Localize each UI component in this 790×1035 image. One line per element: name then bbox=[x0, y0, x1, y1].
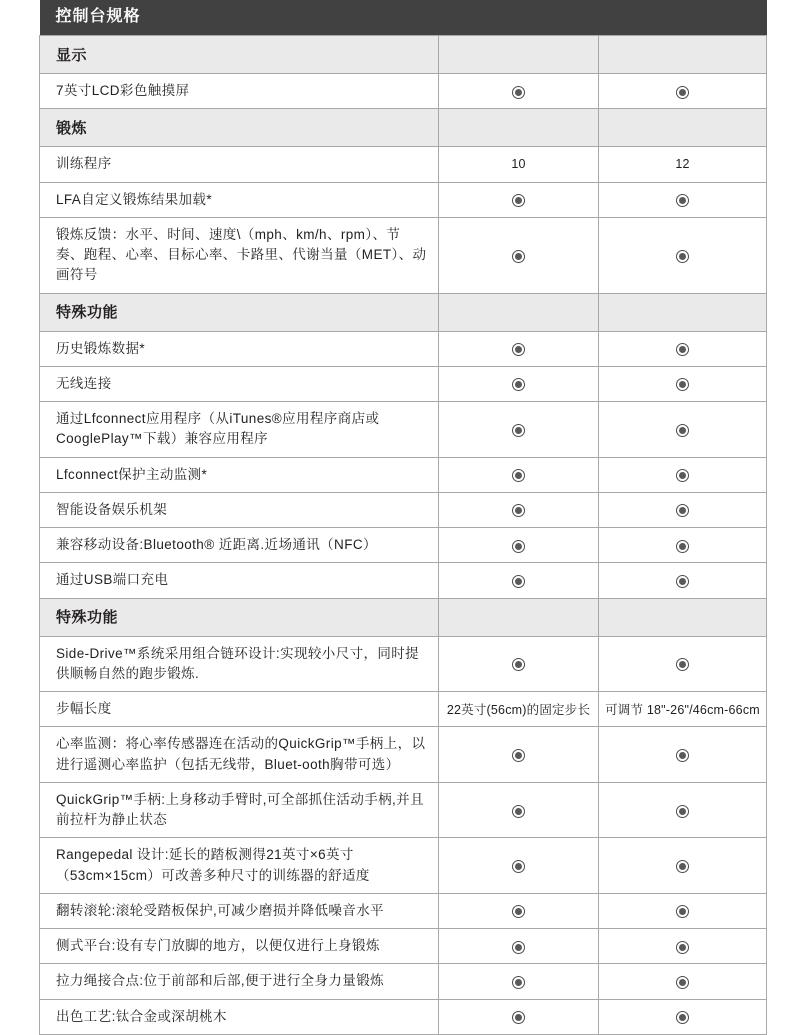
value-cell-col1 bbox=[439, 182, 599, 217]
feature-label: Rangepedal 设计:延长的踏板测得21英寸×6英寸（53cm×15cm）可改善多种尺寸的训练器的舒适度 bbox=[40, 838, 439, 894]
section-cell-col1 bbox=[439, 109, 599, 147]
feature-label: 心率监测：将心率传感器连在活动的QuickGrip™手柄上，以进行遥测心率监护（包括无线带，Bluet-ooth胸带可选） bbox=[40, 727, 439, 783]
value-cell-col2: 可调节 18"-26"/46cm-66cm bbox=[599, 692, 767, 727]
filled-dot-icon bbox=[676, 941, 689, 954]
feature-label: 通过Lfconnect应用程序（从iTunes®应用程序商店或CooglePlay™下载）兼容应用程序 bbox=[40, 402, 439, 458]
filled-dot-icon bbox=[512, 504, 525, 517]
value-cell-col1: 22英寸(56cm)的固定步长 bbox=[439, 692, 599, 727]
filled-dot-icon bbox=[676, 504, 689, 517]
feature-label: 步幅长度 bbox=[40, 692, 439, 727]
filled-dot-icon bbox=[512, 749, 525, 762]
section-header-row bbox=[40, 293, 767, 331]
value-cell-col1 bbox=[439, 74, 599, 109]
table-row bbox=[40, 528, 767, 563]
table-row bbox=[40, 147, 767, 182]
filled-dot-icon bbox=[512, 1011, 525, 1024]
section-header-row bbox=[40, 109, 767, 147]
feature-label: 7英寸LCD彩色触摸屏 bbox=[40, 74, 439, 109]
filled-dot-icon bbox=[512, 941, 525, 954]
feature-label: 出色工艺:钛合金或深胡桃木 bbox=[40, 999, 439, 1034]
page-title: 控制台规格 bbox=[40, 0, 767, 36]
table-row bbox=[40, 366, 767, 401]
value-cell-col1 bbox=[439, 964, 599, 999]
value-cell-col1 bbox=[439, 727, 599, 783]
filled-dot-icon bbox=[676, 805, 689, 818]
section-header-row bbox=[40, 598, 767, 636]
filled-dot-icon bbox=[676, 250, 689, 263]
table-row bbox=[40, 217, 767, 293]
table-title-row bbox=[40, 0, 767, 36]
value-cell-col2 bbox=[599, 727, 767, 783]
filled-dot-icon bbox=[676, 860, 689, 873]
section-cell-col1 bbox=[439, 36, 599, 74]
filled-dot-icon bbox=[676, 343, 689, 356]
feature-label: LFA自定义锻炼结果加载* bbox=[40, 182, 439, 217]
filled-dot-icon bbox=[676, 749, 689, 762]
section-header-row bbox=[40, 36, 767, 74]
filled-dot-icon bbox=[676, 378, 689, 391]
value-cell-col2 bbox=[599, 964, 767, 999]
filled-dot-icon bbox=[676, 1011, 689, 1024]
value-cell-col2 bbox=[599, 528, 767, 563]
filled-dot-icon bbox=[512, 86, 525, 99]
filled-dot-icon bbox=[512, 805, 525, 818]
value-cell-col2: 12 bbox=[599, 147, 767, 182]
value-cell-col1 bbox=[439, 366, 599, 401]
section-cell-col1 bbox=[439, 598, 599, 636]
filled-dot-icon bbox=[676, 424, 689, 437]
table-row bbox=[40, 893, 767, 928]
feature-label: 翻转滚轮:滚轮受踏板保护,可减少磨损并降低噪音水平 bbox=[40, 893, 439, 928]
table-row bbox=[40, 563, 767, 598]
table-row bbox=[40, 457, 767, 492]
filled-dot-icon bbox=[512, 378, 525, 391]
section-heading: 锻炼 bbox=[40, 109, 439, 147]
filled-dot-icon bbox=[676, 575, 689, 588]
value-cell-col1 bbox=[439, 999, 599, 1034]
feature-label: 智能设备娱乐机架 bbox=[40, 492, 439, 527]
table-row bbox=[40, 782, 767, 838]
value-cell-col1 bbox=[439, 838, 599, 894]
filled-dot-icon bbox=[512, 343, 525, 356]
table-row bbox=[40, 402, 767, 458]
feature-label: 拉力绳接合点:位于前部和后部,便于进行全身力量锻炼 bbox=[40, 964, 439, 999]
value-cell-col2 bbox=[599, 838, 767, 894]
console-specifications-table bbox=[39, 0, 767, 1035]
section-cell-col1 bbox=[439, 293, 599, 331]
value-cell-col1 bbox=[439, 782, 599, 838]
value-cell-col2 bbox=[599, 893, 767, 928]
table-row bbox=[40, 727, 767, 783]
feature-label: 锻炼反馈：水平、时间、速度\（mph、km/h、rpm）、节奏、跑程、心率、目标心率、卡路里、代谢当量（MET）、动画符号 bbox=[40, 217, 439, 293]
value-cell-col1 bbox=[439, 402, 599, 458]
feature-label: 兼容移动设备:Bluetooth® 近距离.近场通讯（NFC） bbox=[40, 528, 439, 563]
value-cell-col2 bbox=[599, 492, 767, 527]
value-cell-col2 bbox=[599, 999, 767, 1034]
section-heading: 显示 bbox=[40, 36, 439, 74]
value-cell-col1: 10 bbox=[439, 147, 599, 182]
filled-dot-icon bbox=[512, 194, 525, 207]
section-cell-col2 bbox=[599, 293, 767, 331]
value-cell-col2 bbox=[599, 929, 767, 964]
filled-dot-icon bbox=[676, 194, 689, 207]
table-body bbox=[40, 0, 767, 1034]
section-heading: 特殊功能 bbox=[40, 293, 439, 331]
filled-dot-icon bbox=[512, 469, 525, 482]
value-cell-col2 bbox=[599, 217, 767, 293]
feature-label: Side-Drive™系统采用组合链环设计:实现较小尺寸，同时提供顺畅自然的跑步锻炼. bbox=[40, 636, 439, 692]
feature-label: 训练程序 bbox=[40, 147, 439, 182]
feature-label: 无线连接 bbox=[40, 366, 439, 401]
value-cell-col2 bbox=[599, 457, 767, 492]
table-row bbox=[40, 838, 767, 894]
value-cell-col2 bbox=[599, 782, 767, 838]
filled-dot-icon bbox=[676, 905, 689, 918]
section-cell-col2 bbox=[599, 598, 767, 636]
value-cell-col1 bbox=[439, 893, 599, 928]
feature-label: QuickGrip™手柄:上身移动手臂时,可全部抓住活动手柄,并且前拉杆为静止状态 bbox=[40, 782, 439, 838]
value-cell-col2 bbox=[599, 402, 767, 458]
filled-dot-icon bbox=[676, 469, 689, 482]
feature-label: Lfconnect保护主动监测* bbox=[40, 457, 439, 492]
feature-label: 侧式平台:设有专门放脚的地方，以便仅进行上身锻炼 bbox=[40, 929, 439, 964]
value-cell-col2 bbox=[599, 563, 767, 598]
feature-label: 历史锻炼数据* bbox=[40, 331, 439, 366]
value-cell-col2 bbox=[599, 636, 767, 692]
value-cell-col2 bbox=[599, 331, 767, 366]
table-row bbox=[40, 636, 767, 692]
value-cell-col1 bbox=[439, 636, 599, 692]
filled-dot-icon bbox=[512, 658, 525, 671]
section-cell-col2 bbox=[599, 36, 767, 74]
feature-label: 通过USB端口充电 bbox=[40, 563, 439, 598]
table-row bbox=[40, 74, 767, 109]
table-row bbox=[40, 692, 767, 727]
table-row bbox=[40, 331, 767, 366]
table-row bbox=[40, 999, 767, 1034]
table-row bbox=[40, 492, 767, 527]
filled-dot-icon bbox=[512, 905, 525, 918]
table-row bbox=[40, 929, 767, 964]
value-cell-col1 bbox=[439, 492, 599, 527]
value-cell-col1 bbox=[439, 929, 599, 964]
value-cell-col2 bbox=[599, 182, 767, 217]
filled-dot-icon bbox=[512, 575, 525, 588]
value-cell-col1 bbox=[439, 217, 599, 293]
table-row bbox=[40, 964, 767, 999]
value-cell-col1 bbox=[439, 331, 599, 366]
filled-dot-icon bbox=[676, 86, 689, 99]
filled-dot-icon bbox=[512, 976, 525, 989]
filled-dot-icon bbox=[676, 658, 689, 671]
filled-dot-icon bbox=[676, 976, 689, 989]
value-cell-col1 bbox=[439, 528, 599, 563]
filled-dot-icon bbox=[512, 424, 525, 437]
section-cell-col2 bbox=[599, 109, 767, 147]
value-cell-col1 bbox=[439, 457, 599, 492]
value-cell-col2 bbox=[599, 74, 767, 109]
filled-dot-icon bbox=[676, 540, 689, 553]
filled-dot-icon bbox=[512, 860, 525, 873]
filled-dot-icon bbox=[512, 540, 525, 553]
value-cell-col1 bbox=[439, 563, 599, 598]
filled-dot-icon bbox=[512, 250, 525, 263]
section-heading: 特殊功能 bbox=[40, 598, 439, 636]
value-cell-col2 bbox=[599, 366, 767, 401]
table-row bbox=[40, 182, 767, 217]
